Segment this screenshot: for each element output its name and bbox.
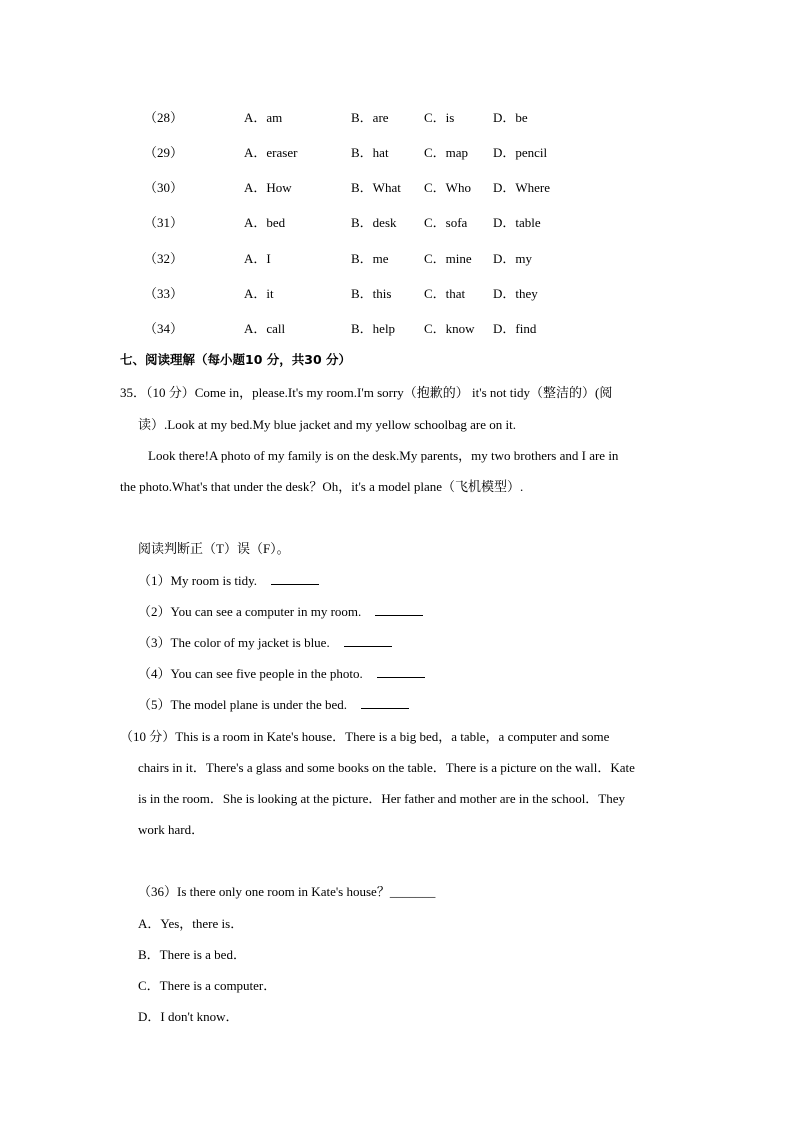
option-a: A．I <box>244 251 271 266</box>
passage-line: 35．（10 分）Come in，please.It's my room.I'm sorry（抱歉的） it's not tidy（整洁的）(阅 <box>120 385 613 400</box>
answer-blank[interactable] <box>344 634 392 647</box>
question-number: （33） <box>144 286 184 301</box>
option-c: C．that <box>424 286 466 301</box>
option-c: C．map <box>424 145 469 160</box>
option-row <box>0 212 794 232</box>
option-row <box>0 107 794 127</box>
option-b: B．me <box>351 251 389 266</box>
option-a: A．call <box>244 321 286 336</box>
passage-line: work hard． <box>138 822 205 837</box>
choice-d: D．I don't know． <box>138 1009 239 1024</box>
passage-line: the photo.What's that under the desk？Oh，it's a model plane（飞机模型）. <box>120 479 524 494</box>
passage-line: chairs in it．There's a glass and some books on the table．There is a picture on the wall．Kate <box>138 760 635 775</box>
option-b: B．What <box>351 180 401 195</box>
option-row <box>0 177 794 197</box>
tf-item-text: （3）The color of my jacket is blue. <box>138 635 330 650</box>
answer-blank[interactable] <box>271 572 319 585</box>
answer-blank[interactable] <box>375 603 423 616</box>
question-number: （31） <box>144 215 184 230</box>
tf-item <box>138 663 425 682</box>
option-row <box>0 248 794 268</box>
option-d: D．Where <box>493 180 551 195</box>
answer-blank[interactable] <box>361 696 409 709</box>
passage-line: Look there!A photo of my family is on the desk.My parents，my two brothers and I are in <box>148 448 619 463</box>
question-number: （28） <box>144 110 184 125</box>
option-c: C．mine <box>424 251 472 266</box>
passage-line: 读）.Look at my bed.My blue jacket and my yellow schoolbag are on it. <box>138 417 516 432</box>
question-number: （34） <box>144 321 184 336</box>
tf-item-text: （5）The model plane is under the bed. <box>138 697 348 712</box>
option-d: D．my <box>493 251 533 266</box>
option-d: D．find <box>493 321 537 336</box>
option-b: B．help <box>351 321 396 336</box>
option-b: B．are <box>351 110 389 125</box>
tf-item-text: （2）You can see a computer in my room. <box>138 604 362 619</box>
option-a: A．How <box>244 180 292 195</box>
question-number: （29） <box>144 145 184 160</box>
tf-item-text: （1）My room is tidy. <box>138 573 258 588</box>
choice-a: A．Yes，there is． <box>138 916 244 931</box>
option-d: D．they <box>493 286 538 301</box>
question-36: （36）Is there only one room in Kate's house？_______ <box>138 884 436 899</box>
option-c: C．is <box>424 110 455 125</box>
option-c: C．know <box>424 321 475 336</box>
tf-item-text: （4）You can see five people in the photo. <box>138 666 363 681</box>
option-b: B．this <box>351 286 392 301</box>
passage-line: is in the room．She is looking at the picture．Her father and mother are in the school．They <box>138 791 626 806</box>
question-number: （30） <box>144 180 184 195</box>
option-a: A．it <box>244 286 274 301</box>
option-c: C．Who <box>424 180 471 195</box>
tf-item <box>138 632 392 651</box>
option-row <box>0 318 794 338</box>
option-d: D．table <box>493 215 541 230</box>
tf-item <box>138 601 423 620</box>
tf-item <box>138 694 409 713</box>
option-a: A．am <box>244 110 283 125</box>
option-row <box>0 142 794 162</box>
option-b: B．desk <box>351 215 397 230</box>
question-number: （32） <box>144 251 184 266</box>
choice-c: C．There is a computer． <box>138 978 277 993</box>
option-d: D．be <box>493 110 528 125</box>
option-a: A．eraser <box>244 145 298 160</box>
choice-b: B．There is a bed． <box>138 947 246 962</box>
passage-line: （10 分）This is a room in Kate's house．There is a big bed，a table，a computer and some <box>120 729 610 744</box>
answer-blank[interactable] <box>377 665 425 678</box>
option-a: A．bed <box>244 215 286 230</box>
option-row <box>0 283 794 303</box>
tf-item <box>138 570 319 589</box>
section-title: 七、阅读理解（每小题10 分，共30 分） <box>120 352 351 367</box>
option-c: C．sofa <box>424 215 468 230</box>
instruction: 阅读判断正（T）误（F）。 <box>138 541 290 556</box>
option-d: D．pencil <box>493 145 548 160</box>
option-b: B．hat <box>351 145 389 160</box>
